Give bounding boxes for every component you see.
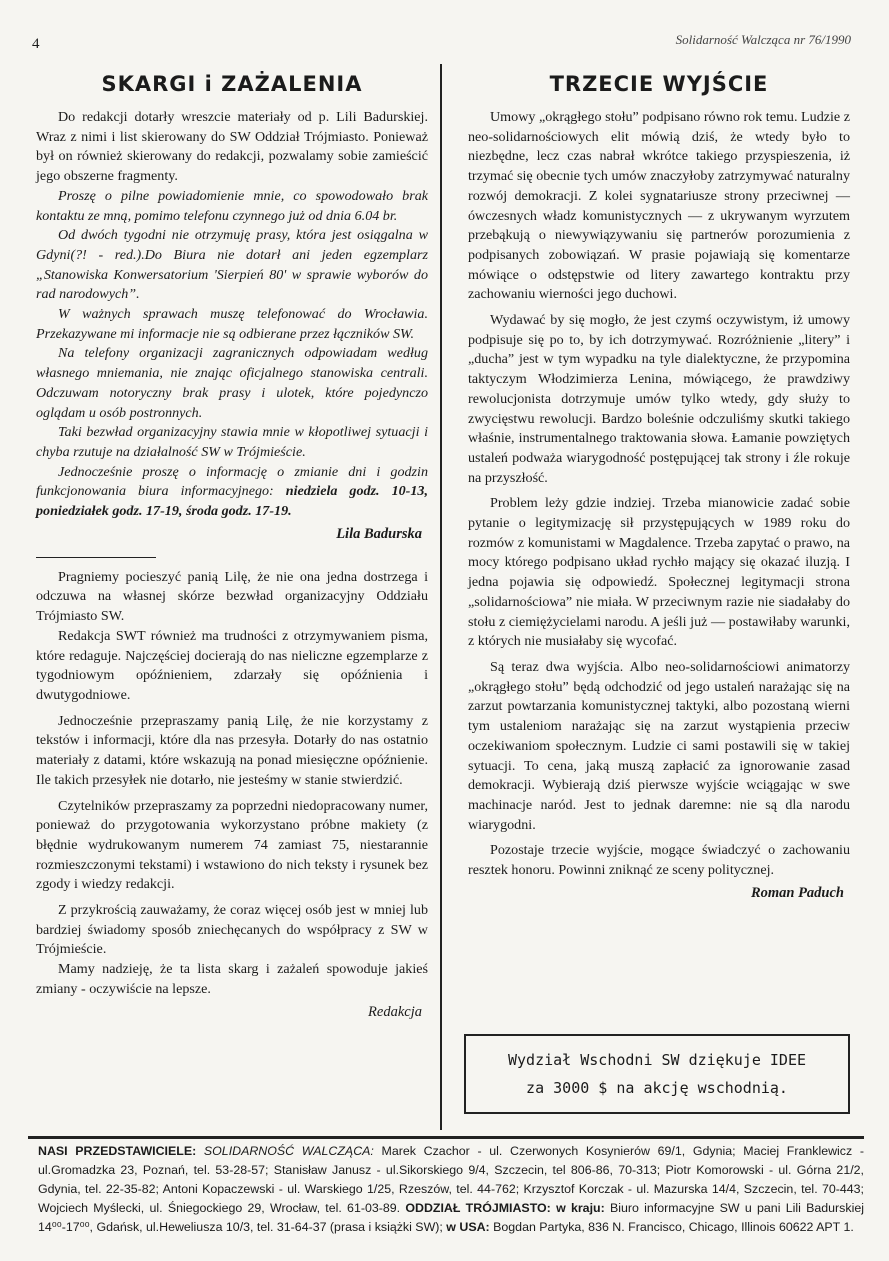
masthead-reference: Solidarność Walcząca nr 76/1990 xyxy=(675,32,851,47)
notice-line: za 3000 $ na akcję wschodnią. xyxy=(526,1079,788,1097)
article-title-complaints: SKARGI i ZAŻALENIA xyxy=(101,72,363,96)
editorial-paragraph: Z przykrością zauważamy, że coraz więcej osób jest w mniej lub bardziej świadomy sposób zniechęcanych do współpracy z SW w Trójmieście. xyxy=(36,902,428,958)
column-divider xyxy=(440,64,442,1130)
editorial-paragraph: Redakcja SWT również ma trudności z otrzymywaniem pisma, które redaguje. Najczęściej docierają do nas nieliczne egzemplarze z tygodniowym opóźnieniem, zdarzały się opóźnienia i dwutygodniowe. xyxy=(36,627,428,703)
letter-paragraph: Na telefony organizacji zagranicznych odpowiadam według własnego mniemania, nie znając oficjalnego stanowiska centrali. Odczuwam notoryczny brak prasy i ulotek, które pojedynczo oglądam u osób postronnych. xyxy=(36,345,428,421)
footer-label-usa: w USA: xyxy=(446,1220,490,1234)
article-paragraph: Umowy „okrągłego stołu” podpisano równo rok temu. Ludzie z neo-solidarnościowych elit mówią dziś, że wtedy było to niezbędne, lecz czas nabrał wkrótce takiego przyspieszenia, iż trzymać się obecnie tych umów znaczyłoby zatrzymywać naturalny rozwój demokracji. Z kolei sygnatariusze strony przeciwnej — ówczesnych władz komunistycznych — z ukrywanym wyrzutem przebąkują o niewywiązywaniu się partnerów porozumienia z podpisanych zobowiązań. W prasie pojawiają się komentarze mówiące o odstępstwie od litery zawartego kontraktu przy zachowaniu wierności jego duchowi. xyxy=(468,109,850,303)
footer-brand: SOLIDARNOŚĆ WALCZĄCA: xyxy=(203,1144,374,1158)
letter-paragraph-hours xyxy=(36,463,428,522)
notice-line: Wydział Wschodni SW dziękuje IDEE xyxy=(507,1051,806,1069)
page-number: 4 xyxy=(32,36,40,52)
footer-label-representatives: NASI PRZEDSTAWICIELE: xyxy=(38,1144,197,1158)
footer-usa-info: Bogdan Partyka, 836 N. Francisco, Chicago, Illinois 60622 APT 1. xyxy=(493,1220,854,1234)
letter-paragraph: Proszę o pilne powiadomienie mnie, co spowodowało brak kontaktu ze mną, pomimo telefonu czynnego już od dnia 6.04 br. xyxy=(36,187,428,224)
letter-paragraph: Taki bezwład organizacyjny stawia mnie w kłopotliwej sytuacji i chyba rzutuje na działalność SW w Trójmieście. xyxy=(36,424,428,460)
thank-you-notice-box xyxy=(464,1034,850,1114)
article-title-third-exit: TRZECIE WYJŚCIE xyxy=(549,72,769,96)
right-column xyxy=(468,72,850,902)
letter-paragraph: Od dwóch tygodni nie otrzymuję prasy, która jest osiągalna w Gdyni(?! - red.).Do Biura nie dotarł ani jeden egzemplarz „Stanowiska Konwersatorium 'Sierpień 80' w sprawie wyborów do rad narodowych”. xyxy=(36,227,428,303)
footer-label-domestic: w kraju: xyxy=(556,1201,605,1215)
representatives-footer xyxy=(38,1142,864,1237)
editorial-paragraph: Pragniemy pocieszyć panią Lilę, że nie ona jedna dostrzega i odczuwa na własnej skórze bezwład organizacyjny Oddziału Trójmiasto SW. xyxy=(36,568,428,625)
letter-paragraph: W ważnych sprawach muszę telefonować do Wrocławia. Przekazywane mi informacje nie są odbierane przez łączników SW. xyxy=(36,306,428,342)
footer-rule xyxy=(28,1136,864,1139)
editorial-paragraph: Jednocześnie przepraszamy panią Lilę, że nie korzystamy z tekstów i informacji, które dla nas przesyła. Dotarły do nas ostatnio materiały z datami, które wskazują na ponad miesięczne opóźnienie. Ile takich przesyłek nie dotarło, nie jesteśmy w stanie stwierdzić. xyxy=(36,712,428,788)
signature-lila-badurska: Lila Badurska xyxy=(336,525,422,542)
signature-redakcja: Redakcja xyxy=(368,1003,422,1020)
article-paragraph: Pozostaje trzecie wyjście, mogące świadczyć o zachowaniu resztek honoru. Powinni zniknąć ze sceny politycznej. xyxy=(468,842,850,879)
footer-representatives-list: Marek Czachor - ul. Czerwonych Kosynierów 69/1, Gdynia; Maciej Franklewicz - ul.Gromadzka 23, Poznań, tel. 53-28-57; Stanisław Janusz - ul.Sikorskiego 9/4, Szczecin, tel 806-86, 70-313; Piotr Komorowski - ul. Górna 21/2, Gdynia, tel. 22-35-82; Antoni Kopaczewski - ul. Warskiego 1/25, Rzeszów, tel. 44-762; Krzysztof Korczak - ul. Mazurska 14/4, Szczecin, tel. 70-443; Wojciech Myślecki, ul. Śniegockiego 29, Wrocław, tel. 61-03-89. xyxy=(38,1144,864,1215)
article-paragraph: Problem leży gdzie indziej. Trzeba mianowicie zadać sobie pytanie o legitymizację sił przystępujących w 1989 roku do rozmów z komunistami w Magdalence. Trzeba zapytać o prawo, na mocy którego podpisano układ rychło mający się okazać iluzją. I jedna pojawia się odpowiedź. Społecznej legitymacji strona „solidarnościowa” nie miała. W przeciwnym razie nie siadałaby do stołu z ciemiężycielami narodu. A jeśli już — postawiłaby warunki, z których nie musiałaby się wycofać. xyxy=(468,495,850,650)
editorial-paragraph: Czytelników przepraszamy za poprzedni niedopracowany numer, ponieważ do przygotowania wykorzystano próbne makiety (z błędnie wydrukowanym numerem 74 zamiast 75, niestarannie rozmieszczonymi tekstami) i wstawiono do nich teksty i rysunek bez zgody i wiedzy redakcji. xyxy=(36,797,428,893)
article-paragraph: Wydawać by się mogło, że jest czymś oczywistym, iż umowy podpisuje się po to, by ich dotrzymywać. Rozróżnienie „litery” i „ducha” jest w tym wypadku na tyle dialektyczne, że przypomina taktyczym Włodzimierza Lenina, mówiącego, że prawdziwy rewolucjonista dotrzymuje umów tylko wtedy, gdy służy to zwycięstwu rewolucji. Bardzo boleśnie odczuliśmy skutki takiego właśnie, instrumentalnego traktowania słowa. Łamanie powziętych ustaleń podważa wiarygodność postępującej tak strony i źle rokuje na przyszłość. xyxy=(468,312,850,486)
article-paragraph: Są teraz dwa wyjścia. Albo neo-solidarnościowi animatorzy „okrągłego stołu” będą odchodzić od jego ustaleń narażając się na zarzut powtarzania komunistycznej taktyki, albo pozostaną wierni tym ustaleniom narażając się na zarzut wystąpienia przeciw oczekiwaniom społecznym. Ludzie ci sami postawili się w takiej sytuacji. To cena, jaką muszą zapłacić za ignorowanie zasad demokracji. Wybierają dziś pierwsze wyjście wciągając w swe machinacje naród. Jest to jednak daremne: nie są dla narodu wiarygodni. xyxy=(468,658,850,833)
footer-domestic-info: Biuro informacyjne SW u pani Lili Badurskiej 14⁰⁰-17⁰⁰, Gdańsk, ul.Heweliusza 10/3, tel. 31-64-37 (prasa i książki SW); xyxy=(38,1201,864,1234)
section-divider xyxy=(36,557,156,558)
left-column xyxy=(36,72,428,1021)
footer-label-branch: ODDZIAŁ TRÓJMIASTO: xyxy=(405,1201,551,1215)
signature-roman-paduch: Roman Paduch xyxy=(750,884,844,901)
intro-paragraph: Do redakcji dotarły wreszcie materiały od p. Lili Badurskiej. Wraz z nimi i list skierowany do SW Oddział Trójmiasto. Ponieważ był on również skierowany do redakcji, pozwalamy sobie zamieścić jego obszerne fragmenty. xyxy=(36,109,428,185)
editorial-paragraph: Mamy nadzieję, że ta lista skarg i zażaleń spowoduje jakieś zmiany - oczywiście na lepsze. xyxy=(36,961,428,997)
office-hours: niedziela godz. 10-13, poniedziałek godz. 17-19, środa godz. 17-19. xyxy=(36,483,428,520)
hours-intro: Jednocześnie proszę o informację o zmianie dni i godzin funkcjonowania biura informacyjnego: xyxy=(36,463,428,500)
